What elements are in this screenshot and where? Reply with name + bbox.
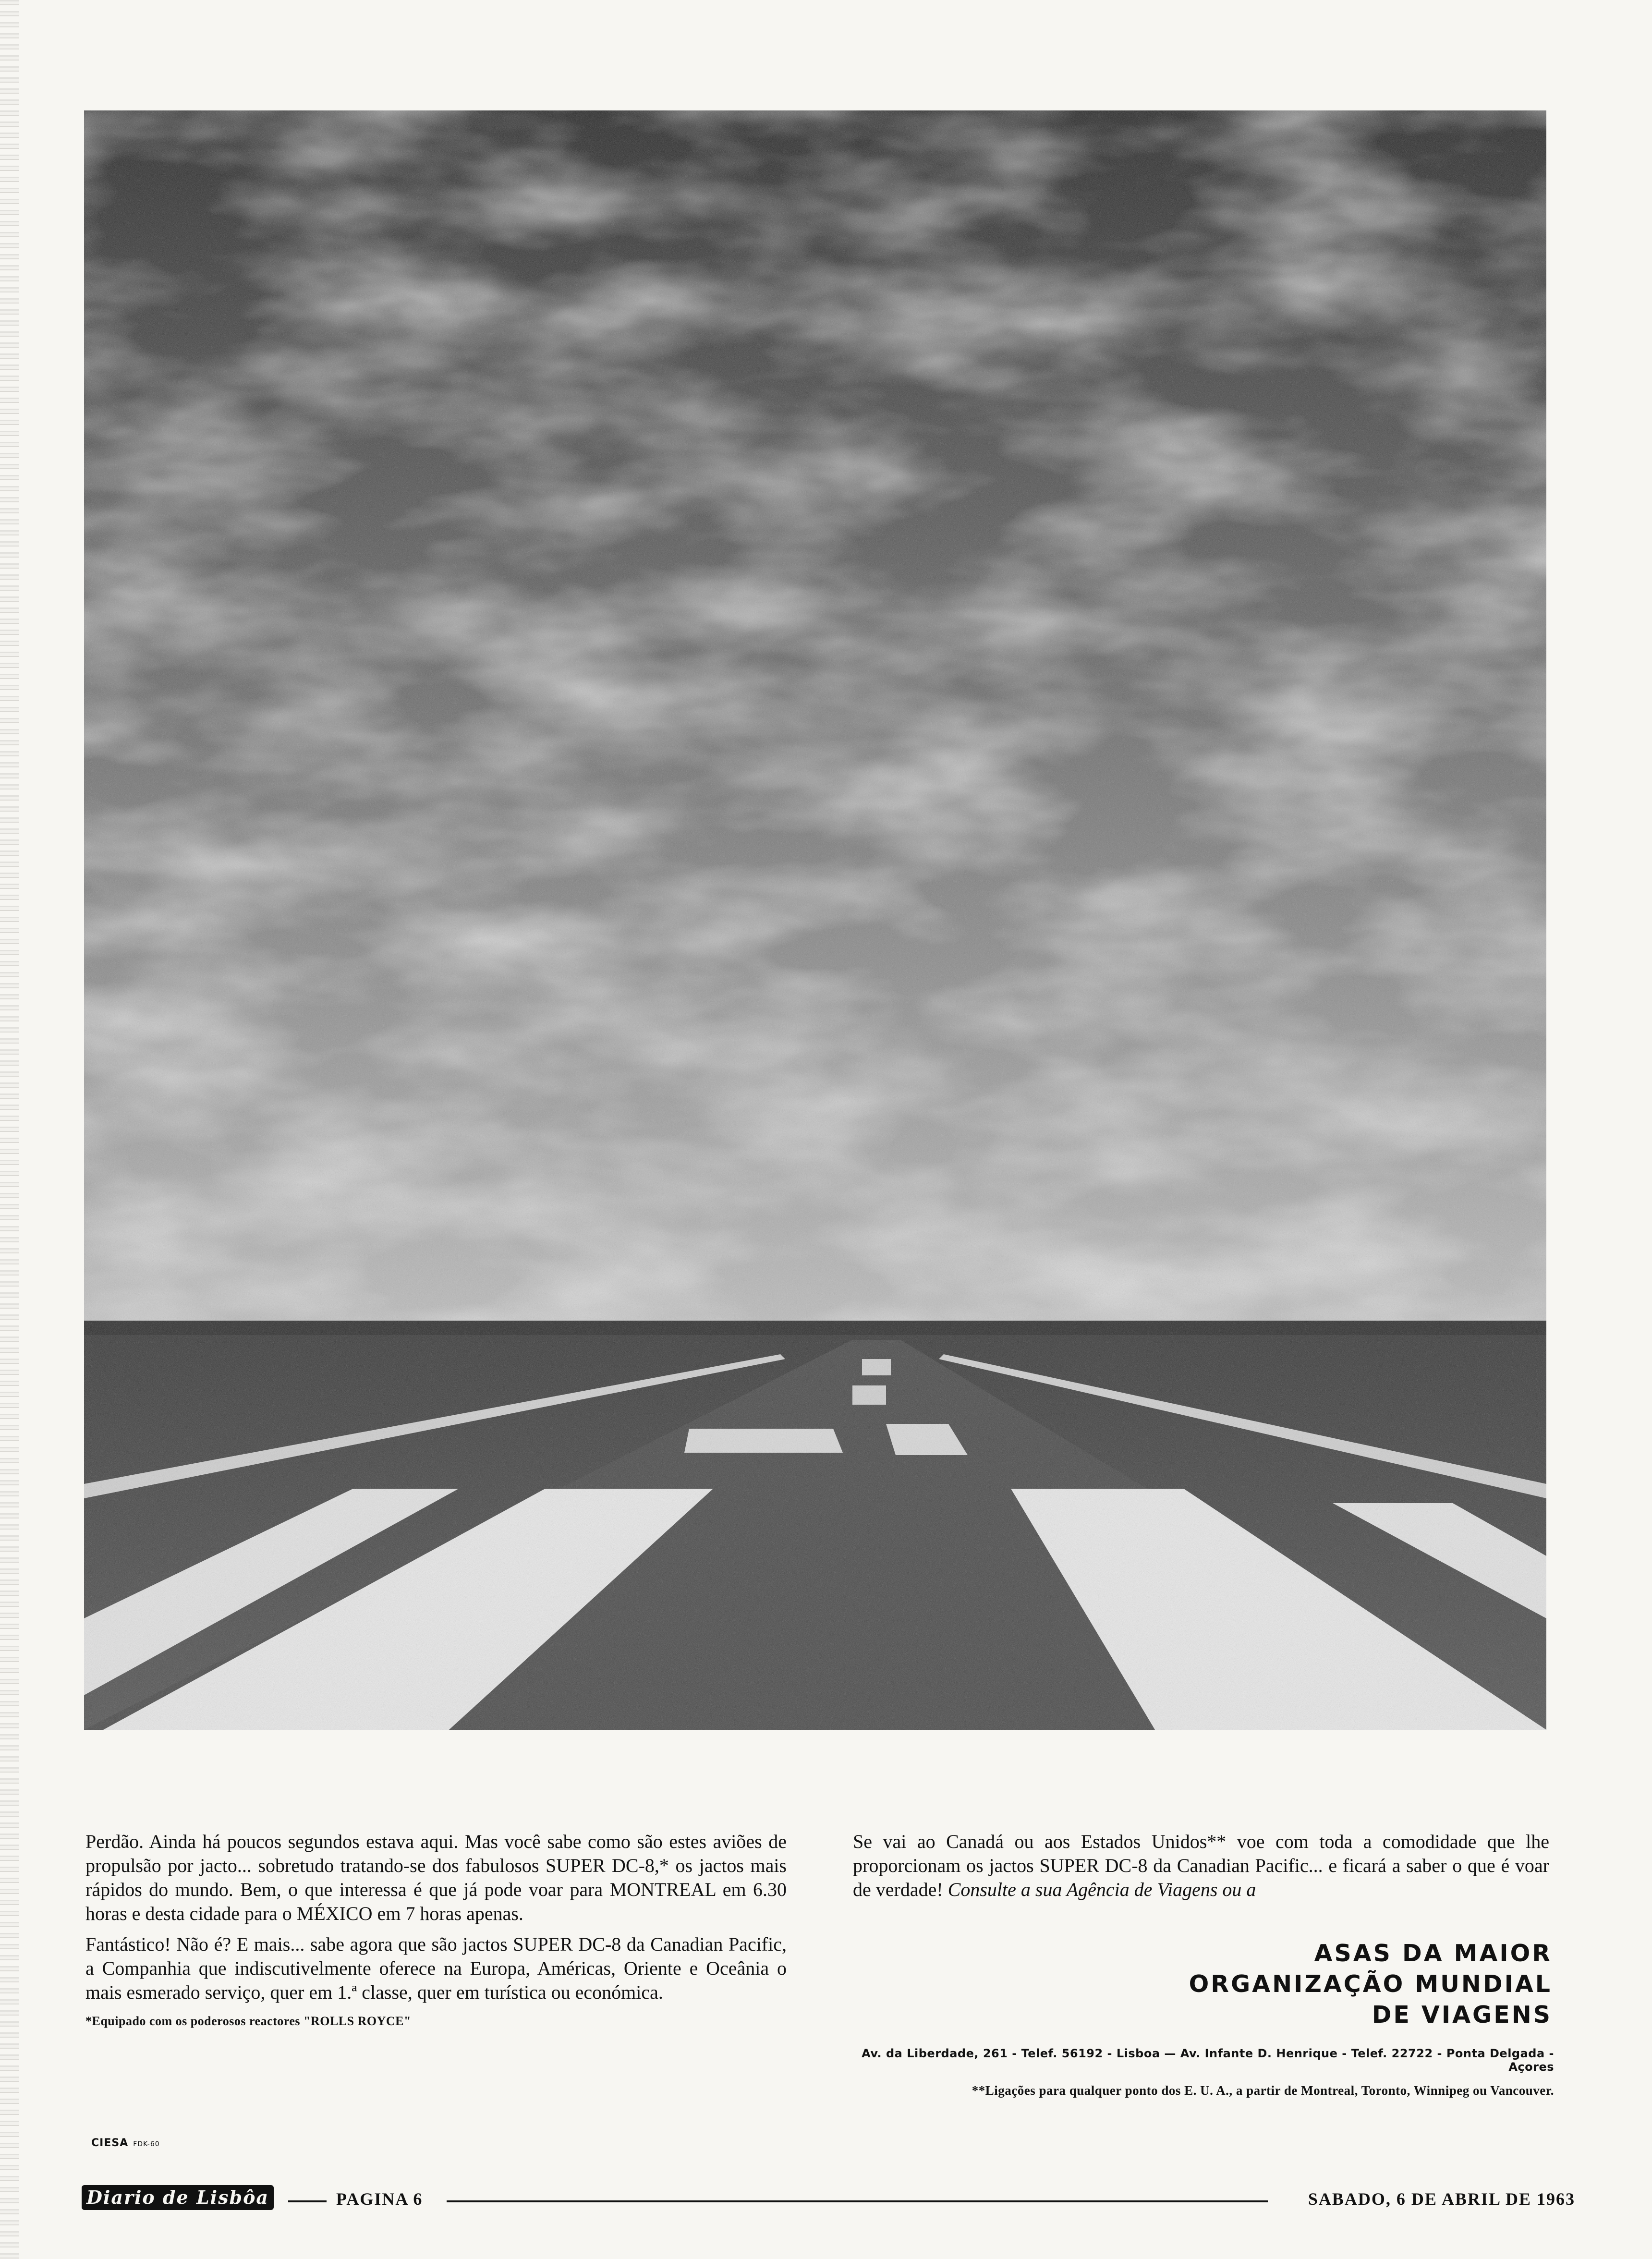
advertising-agency-mark <box>91 2137 160 2149</box>
paragraph-canada <box>853 1830 1549 1902</box>
office-addresses: Av. da Liberdade, 261 - Telef. 56192 - Lisboa — Av. Infante D. Henrique - Telef. 22722 - Ponta Delgada - Açores <box>862 2047 1554 2074</box>
advert-body-right <box>853 1830 1549 1908</box>
footnote-connections: **Ligações para qualquer ponto dos E. U. A., a partir de Montreal, Toronto, Winnipeg ou Vancouver. <box>972 2083 1554 2098</box>
paragraph-canada-italic: Consulte a sua Agência de Viagens ou a <box>947 1879 1256 1900</box>
page-footer <box>82 2184 1575 2223</box>
page-number-label: PAGINA 6 <box>336 2189 423 2209</box>
paragraph-canada-text: Se vai ao Canadá ou aos Estados Unidos** voe com toda a comodidade que lhe proporcionam os jactos SUPER DC-8 da Canadian Pacific... e ficará a saber o que é voar de verdade! <box>853 1831 1549 1900</box>
advert-slogan <box>1189 1938 1552 2030</box>
runway-photo-illustration <box>84 110 1546 1730</box>
agency-code: FDK-60 <box>133 2140 160 2148</box>
slogan-line-1: ASAS DA MAIOR <box>1314 1940 1552 1967</box>
runway-photograph <box>84 110 1546 1730</box>
slogan-line-2: ORGANIZAÇÃO MUNDIAL <box>1189 1970 1552 1998</box>
scan-edge-noise <box>0 0 19 2259</box>
issue-date-label: SABADO, 6 DE ABRIL DE 1963 <box>1308 2189 1575 2209</box>
footer-rule-short <box>288 2200 327 2202</box>
paragraph-fantastic: Fantástico! Não é? E mais... sabe agora que são jactos SUPER DC-8 da Canadian Pacific, a Companhia que indiscutivelmente oferece na Europa, Américas, Oriente e Oceânia o mais esmerado serviço, quer em 1.ª classe, quer em turística ou económica. <box>85 1933 787 2003</box>
agency-name: CIESA <box>91 2137 129 2149</box>
newspaper-masthead: Diario de Lisbôa <box>82 2185 274 2210</box>
footnote-engines: *Equipado com os poderosos reactores "ROLLS ROYCE" <box>85 2014 411 2028</box>
paragraph-intro: Perdão. Ainda há poucos segundos estava aqui. Mas você sabe como são estes aviões de propulsão por jacto... sobretudo tratando-se dos fabulosos SUPER DC-8,* os jactos mais rápidos do mundo. Bem, o que interessa é que já pode voar para MONTREAL em 6.30 horas e desta cidade para o MÉXICO em 7 horas apenas. <box>85 1831 787 1924</box>
slogan-line-3: DE VIAGENS <box>1372 2001 1552 2028</box>
footer-rule-long <box>447 2200 1268 2202</box>
advert-body-left <box>85 1830 787 2029</box>
